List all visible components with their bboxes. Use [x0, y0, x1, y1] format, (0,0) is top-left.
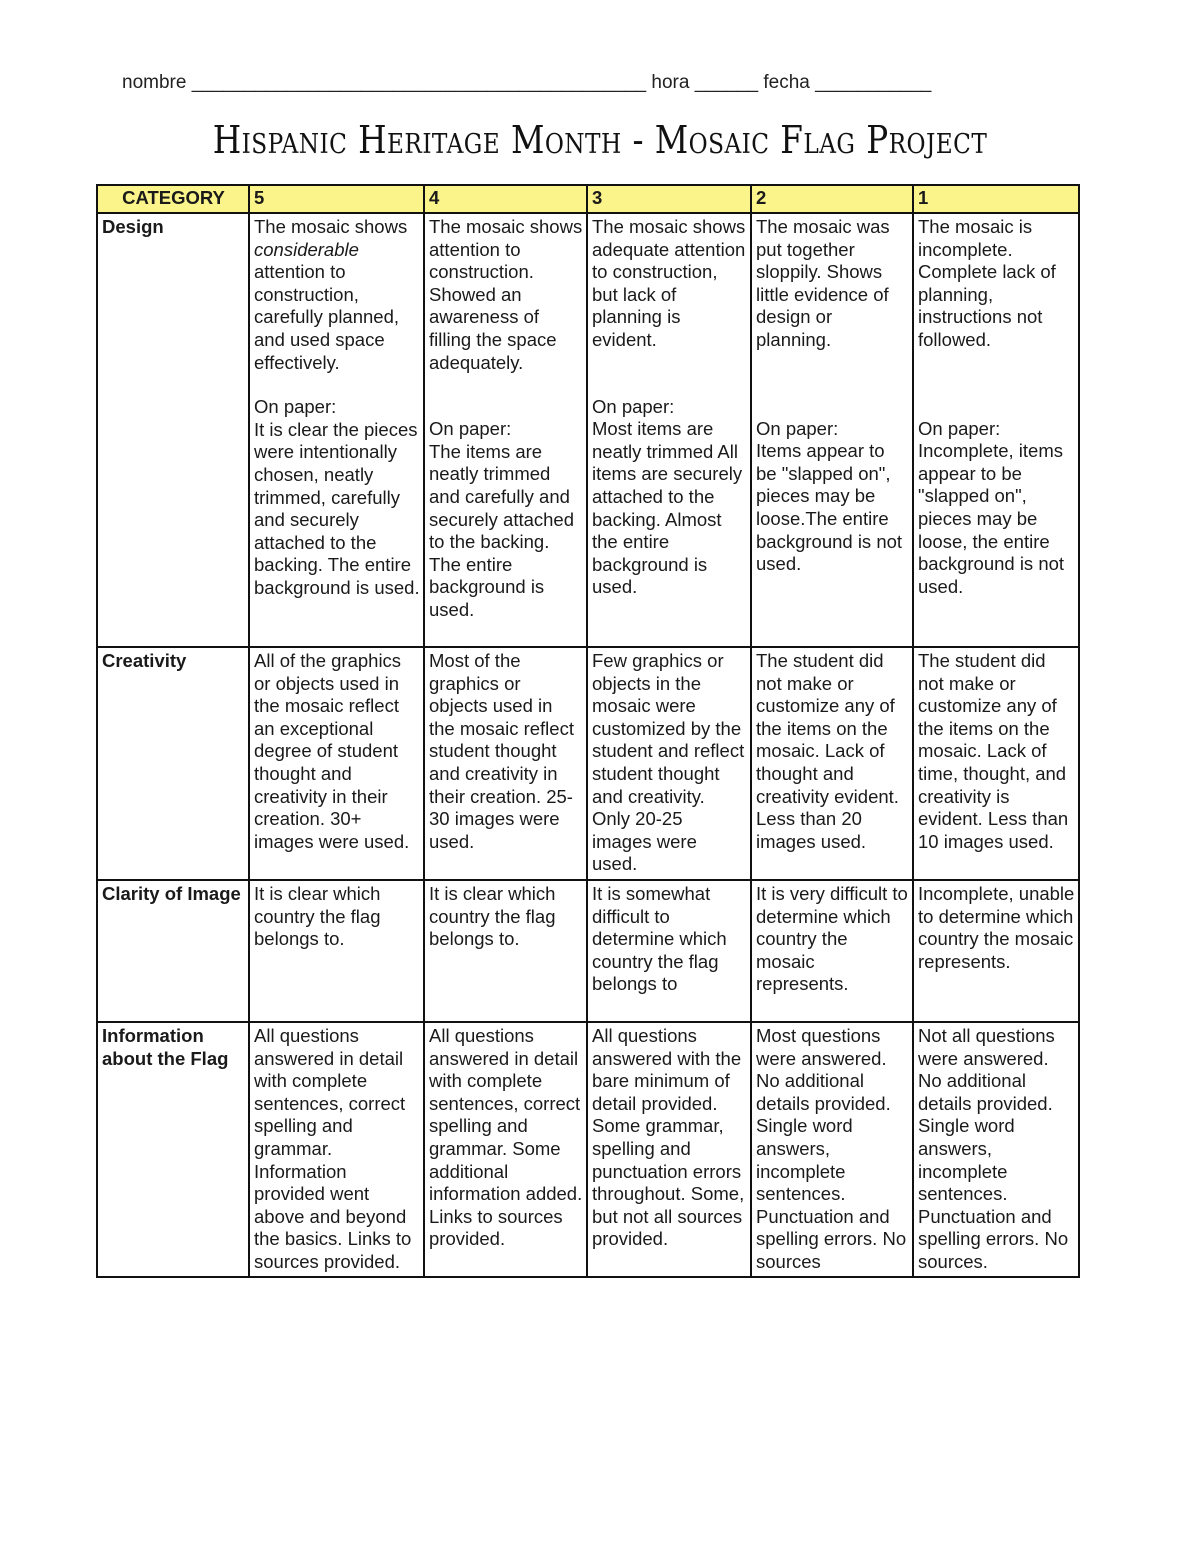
- header-score-1: 1: [913, 185, 1079, 213]
- rubric-table: [96, 184, 1080, 1278]
- clarity-cell-4: It is clear which country the flag belongs to.: [424, 880, 587, 1022]
- student-info-line: [122, 72, 1082, 94]
- clarity-cell-2: It is very difficult to determine which country the mosaic represents.: [751, 880, 913, 1022]
- information-cell-3: All questions answered with the bare minimum of detail provided. Some grammar, spelling and punctuation errors throughout. Some, but not all sources provided.: [587, 1022, 751, 1277]
- header-score-5: 5: [249, 185, 424, 213]
- creativity-cell-5: All of the graphics or objects used in the mosaic reflect an exceptional degree of student thought and creativity in their creation. 30+ images were used.: [249, 647, 424, 880]
- design-5-paper-text: It is clear the pieces were intentionally chosen, neatly trimmed, carefully and securely attached to the backing. The entire background is used.: [254, 418, 420, 598]
- creativity-cell-4: Most of the graphics or objects used in the mosaic reflect student thought and creativity in their creation. 25-30 images were used.: [424, 647, 587, 880]
- rubric-header-row: [97, 185, 1079, 213]
- design-1-text: The mosaic is incomplete. Complete lack of planning, instructions not followed.: [918, 216, 1056, 350]
- design-cell-3: [587, 213, 751, 647]
- header-score-4: 4: [424, 185, 587, 213]
- design-1-paper-label: On paper:: [918, 417, 1001, 439]
- spacer: [756, 374, 909, 396]
- design-cell-2: [751, 213, 913, 647]
- spacer: [918, 374, 1075, 396]
- header-score-3: 3: [587, 185, 751, 213]
- design-2-paper-label: On paper:: [756, 417, 839, 439]
- design-5-text-b: attention to construction, carefully planned, and used space effectively.: [254, 261, 400, 373]
- design-3-text: The mosaic shows adequate attention to construction, but lack of planning is evident.: [592, 216, 746, 350]
- design-5-paper-label: On paper:: [254, 396, 337, 418]
- header-score-2: 2: [751, 185, 913, 213]
- creativity-cell-1: The student did not make or customize any of the items on the mosaic. Lack of time, thought, and creativity is evident. Less than 10 images used.: [913, 647, 1079, 880]
- design-5-text-a: The mosaic shows: [254, 216, 408, 237]
- design-cell-4: [424, 213, 587, 647]
- page-title: Hispanic Heritage Month - Mosaic Flag Project: [212, 118, 988, 162]
- information-cell-5: All questions answered in detail with complete sentences, correct spelling and grammar. Information provided went above and beyond the basics. Links to sources provided.: [249, 1022, 424, 1277]
- spacer: [592, 352, 747, 374]
- hora-blank: ______: [694, 72, 759, 93]
- design-5-emphasis: considerable: [254, 238, 359, 260]
- design-cell-5: [249, 213, 424, 647]
- header-category: CATEGORY: [97, 185, 249, 213]
- spacer: [429, 374, 583, 396]
- hora-label: hora: [651, 72, 690, 93]
- design-2-text: The mosaic was put together sloppily. Shows little evidence of design or planning.: [756, 216, 890, 350]
- clarity-cell-5: It is clear which country the flag belongs to.: [249, 880, 424, 1022]
- design-3-paper-label: On paper:: [592, 395, 675, 417]
- spacer: [429, 396, 583, 418]
- fecha-label: fecha: [763, 72, 810, 93]
- clarity-cell-3: It is somewhat difficult to determine which country the flag belongs to: [587, 880, 751, 1022]
- design-3-paper-text: Most items are neatly trimmed All items are securely attached to the backing. Almost the entire background is used.: [592, 418, 743, 598]
- spacer: [756, 352, 909, 374]
- rubric-row-clarity: [97, 880, 1079, 1022]
- rubric-row-creativity: [97, 647, 1079, 880]
- rubric-row-information: [97, 1022, 1079, 1277]
- design-1-paper-text: Incomplete, items appear to be "slapped on", pieces may be loose, the entire background is not used.: [918, 440, 1065, 597]
- spacer: [756, 396, 909, 418]
- rubric-row-design: [97, 213, 1079, 647]
- row-label-clarity: Clarity of Image: [97, 880, 249, 1022]
- spacer: [918, 396, 1075, 418]
- design-4-paper-text: The items are neatly trimmed and carefully and securely attached to the backing. The entire background is used.: [429, 440, 575, 620]
- spacer: [592, 374, 747, 396]
- design-4-paper-label: On paper:: [429, 418, 512, 440]
- row-label-information: Information about the Flag: [97, 1022, 249, 1277]
- spacer: [918, 352, 1075, 374]
- information-cell-2: Most questions were answered. No additional details provided. Single word answers, incomplete sentences. Punctuation and spelling errors. No sources: [751, 1022, 913, 1277]
- design-cell-1: [913, 213, 1079, 647]
- information-cell-1: Not all questions were answered. No additional details provided. Single word answers, incomplete sentences. Punctuation and spelling errors. No sources.: [913, 1022, 1079, 1277]
- design-2-paper-text: Items appear to be "slapped on", pieces may be loose.The entire background is not used.: [756, 440, 903, 575]
- information-cell-4: All questions answered in detail with complete sentences, correct spelling and grammar. Some additional information added. Links to sources provided.: [424, 1022, 587, 1277]
- spacer: [254, 374, 420, 396]
- row-label-design: Design: [97, 213, 249, 647]
- fecha-blank: ___________: [815, 72, 932, 93]
- clarity-cell-1: Incomplete, unable to determine which country the mosaic represents.: [913, 880, 1079, 1022]
- nombre-blank: ___________________________________________: [191, 72, 647, 93]
- creativity-cell-2: The student did not make or customize any of the items on the mosaic. Lack of thought and creativity evident. Less than 20 images used.: [751, 647, 913, 880]
- row-label-creativity: Creativity: [97, 647, 249, 880]
- nombre-label: nombre: [122, 72, 187, 93]
- design-4-text: The mosaic shows attention to construction. Showed an awareness of filling the space adequately.: [429, 216, 583, 373]
- creativity-cell-3: Few graphics or objects in the mosaic were customized by the student and reflect student thought and creativity. Only 20-25 images were used.: [587, 647, 751, 880]
